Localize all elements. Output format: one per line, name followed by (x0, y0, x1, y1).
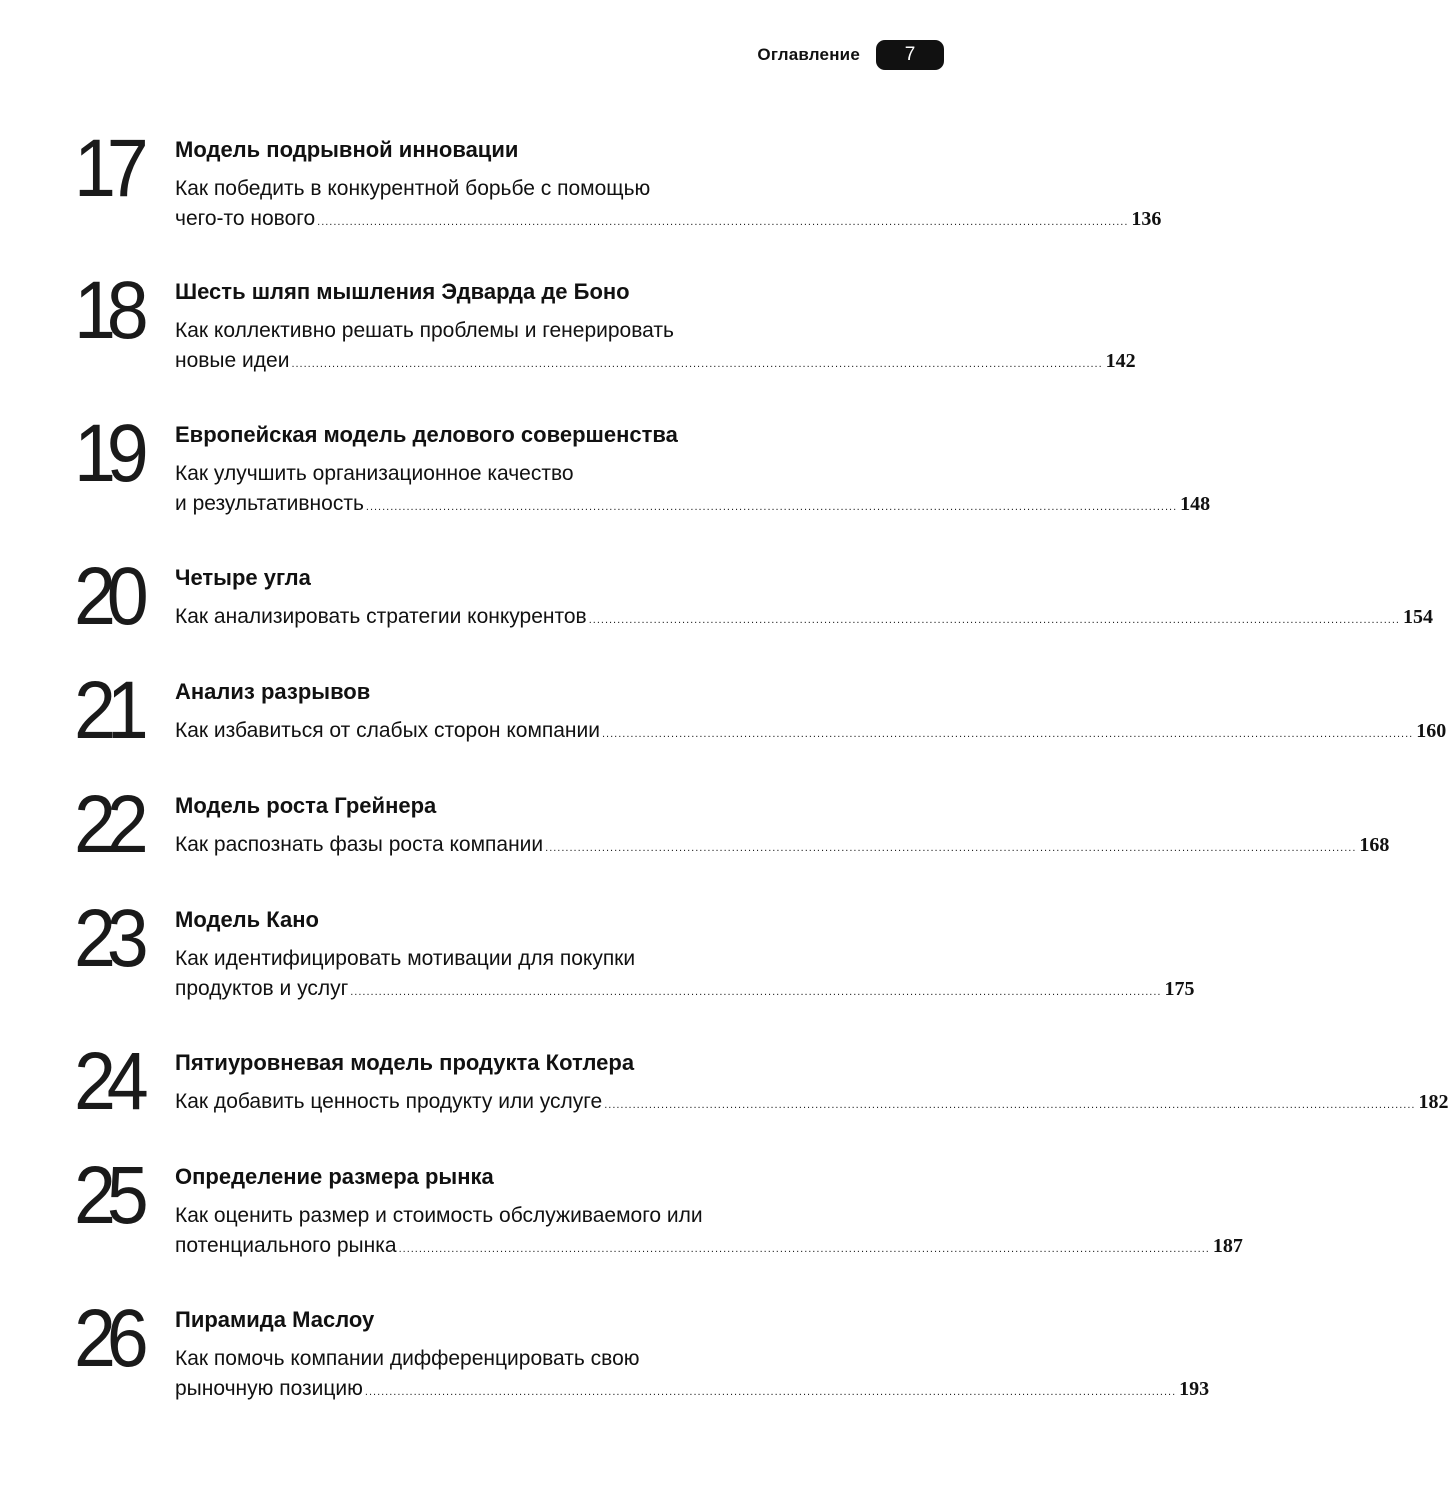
chapter-subtitle: Как коллективно решать проблемы и генерировать (175, 319, 674, 342)
chapter-subtitle-end: рыночную позицию (175, 1377, 363, 1400)
chapter-subtitle: Как идентифицировать мотивации для покупки (175, 947, 636, 970)
chapter-title: Анализ разрывов (175, 679, 371, 704)
chapter-page: 175 (1164, 978, 1195, 1000)
dot-leader: ........................................................................................................................................................................................................ (398, 1243, 1210, 1255)
chapter-page: 168 (1359, 834, 1390, 856)
chapter-subtitle-leader (175, 717, 1447, 748)
dot-leader: ........................................................................................................................................................................................................ (317, 216, 1129, 228)
chapter-subtitle-leader (175, 603, 1433, 634)
chapter-page: 142 (1105, 350, 1136, 372)
dot-leader: ........................................................................................................................................................................................................ (291, 358, 1103, 370)
chapter-number: 25 (74, 1150, 140, 1241)
dot-leader: ........................................................................................................................................................................................................ (364, 1386, 1177, 1398)
chapter-subtitle: Как помочь компании дифференцировать свою (175, 1347, 640, 1370)
chapter-number: 20 (74, 551, 140, 642)
dot-leader: ........................................................................................................................................................................................................ (545, 842, 1357, 854)
chapter-title: Пятиуровневая модель продукта Котлера (175, 1050, 635, 1075)
chapter-page: 193 (1179, 1378, 1210, 1400)
chapter-subtitle-leader (175, 490, 1211, 521)
chapter-subtitle-leader (175, 1232, 1243, 1263)
chapter-page: 182 (1418, 1091, 1448, 1113)
chapter-page: 160 (1416, 720, 1447, 742)
chapter-subtitle: Как улучшить организационное качество (175, 462, 574, 485)
chapter-subtitle: Как распознать фазы роста компании (175, 833, 544, 856)
chapter-subtitle: Как оценить размер и стоимость обслуживаемого или (175, 1204, 703, 1227)
chapter-page: 187 (1212, 1235, 1243, 1257)
chapter-subtitle-leader (175, 1375, 1210, 1406)
chapter-number: 21 (74, 665, 140, 756)
chapter-subtitle-end: и результативность (175, 492, 364, 515)
chapter-number: 24 (74, 1036, 140, 1127)
dot-leader: ........................................................................................................................................................................................................ (602, 728, 1414, 740)
chapter-subtitle-end: потенциального рынка (175, 1234, 397, 1257)
chapter-number: 19 (74, 408, 140, 499)
chapter-subtitle: Как избавиться от слабых сторон компании (175, 719, 600, 742)
page-number-badge: 7 (876, 40, 944, 70)
chapter-title: Модель роста Грейнера (175, 793, 437, 818)
chapter-title: Определение размера рынка (175, 1164, 494, 1189)
chapter-subtitle-end: чего-то нового (175, 207, 316, 230)
chapter-title: Модель подрывной инновации (175, 137, 519, 162)
chapter-title: Шесть шляп мышления Эдварда де Боно (175, 279, 630, 304)
chapter-subtitle-leader (175, 1088, 1448, 1119)
chapter-title: Модель Кано (175, 907, 319, 932)
chapter-title: Европейская модель делового совершенства (175, 422, 678, 447)
chapter-number: 23 (74, 893, 140, 984)
chapter-page: 136 (1131, 208, 1162, 230)
chapter-subtitle-leader (175, 347, 1136, 378)
chapter-number: 26 (74, 1293, 140, 1384)
chapter-number: 22 (74, 779, 140, 870)
chapter-number: 17 (74, 123, 140, 214)
chapter-subtitle-leader (175, 205, 1162, 236)
chapter-subtitle-leader (175, 831, 1390, 862)
chapter-page: 148 (1180, 493, 1211, 515)
chapter-subtitle: Как анализировать стратегии конкурентов (175, 605, 587, 628)
chapter-title: Четыре угла (175, 565, 311, 590)
chapter-subtitle: Как победить в конкурентной борьбе с помощью (175, 177, 651, 200)
chapter-title: Пирамида Маслоу (175, 1307, 375, 1332)
chapter-subtitle-leader (175, 975, 1195, 1006)
chapter-subtitle: Как добавить ценность продукту или услуге (175, 1090, 603, 1113)
dot-leader: ........................................................................................................................................................................................................ (365, 501, 1178, 513)
chapter-subtitle-end: продуктов и услуг (175, 977, 349, 1000)
section-title: Оглавление (757, 45, 860, 64)
dot-leader: ........................................................................................................................................................................................................ (350, 986, 1162, 998)
dot-leader: ........................................................................................................................................................................................................ (588, 614, 1400, 626)
chapter-subtitle-end: новые идеи (175, 349, 290, 372)
chapter-number: 18 (74, 265, 140, 356)
dot-leader: ........................................................................................................................................................................................................ (604, 1099, 1416, 1111)
chapter-page: 154 (1402, 606, 1433, 628)
